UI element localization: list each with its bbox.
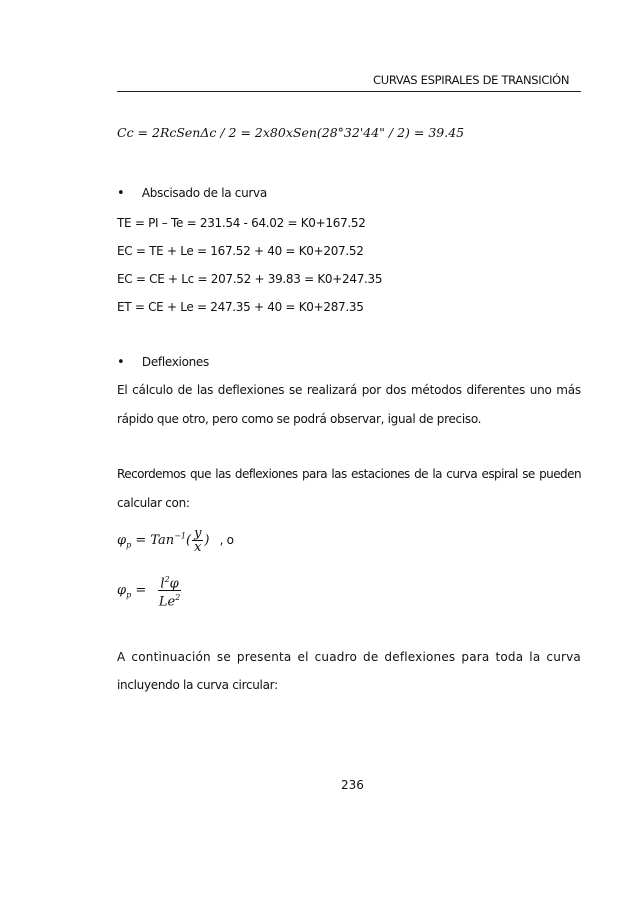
paragraph-line: El cálculo de las deflexiones se realizará por dos métodos diferentes uno más	[117, 383, 581, 397]
formula-suffix: , o	[219, 533, 234, 547]
bullet: •	[117, 186, 125, 201]
paragraph-line: incluyendo la curva circular:	[117, 678, 278, 692]
deflexiones-heading: Deflexiones	[141, 355, 209, 369]
formula-deflexion-tan: $\varphi_p = Tan^{-1}$( $\frac{y}{x}$ ) , o	[117, 526, 234, 555]
header-rule	[117, 91, 581, 92]
bullet: •	[117, 355, 125, 370]
page-number: 236	[341, 778, 364, 792]
page-header: CURVAS ESPIRALES DE TRANSICIÓN	[373, 73, 570, 87]
abscisado-line: TE = PI – Te = 231.54 - 64.02 = K0+167.52	[117, 216, 366, 230]
paragraph-line: A continuación se presenta el cuadro de deflexiones para toda la curva	[117, 650, 581, 664]
paragraph-line: rápido que otro, pero como se podrá observar, igual de preciso.	[117, 412, 482, 426]
equation-cc: Cc = 2RcSenΔc / 2 = 2x80xSen(28°32'44" / 2) = 39.45	[117, 125, 465, 140]
abscisado-section	[117, 186, 267, 201]
abscisado-line: EC = TE + Le = 167.52 + 40 = K0+207.52	[117, 244, 364, 258]
paragraph-line: Recordemos que las deflexiones para las estaciones de la curva espiral se pueden	[117, 467, 581, 481]
deflexiones-section	[117, 355, 209, 370]
abscisado-line: ET = CE + Le = 247.35 + 40 = K0+287.35	[117, 300, 364, 314]
abscisado-heading: Abscisado de la curva	[141, 186, 267, 200]
formula-deflexion-ratio: $\varphi_p$ = $\frac{l^2\varphi}{Le^2}$	[117, 575, 181, 610]
paragraph-line: calcular con:	[117, 496, 190, 510]
abscisado-line: EC = CE + Lc = 207.52 + 39.83 = K0+247.35	[117, 272, 383, 286]
